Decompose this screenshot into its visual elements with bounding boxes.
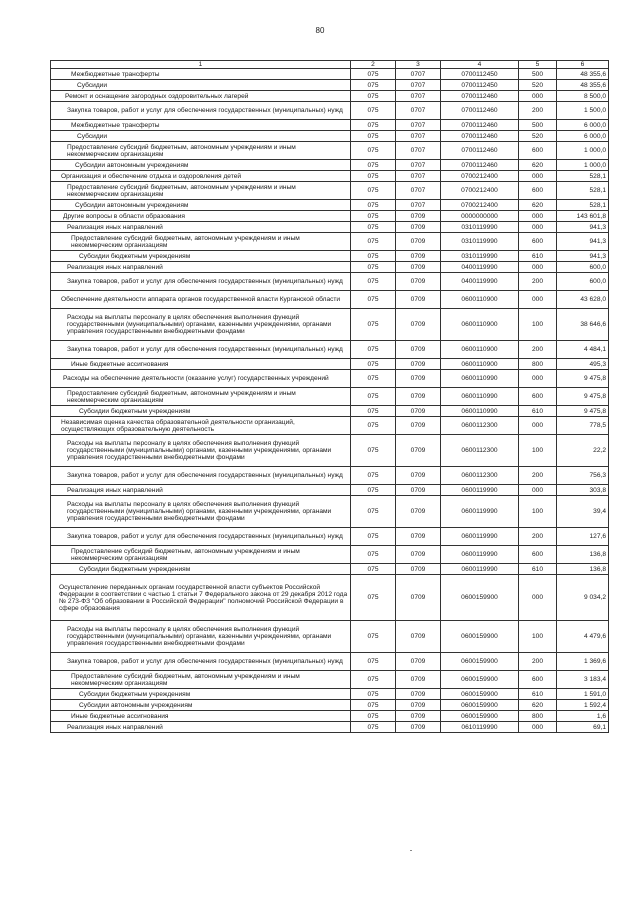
target-article-cell: 0600110900 <box>441 359 519 370</box>
target-article-cell: 0600110990 <box>441 370 519 388</box>
section-code-cell: 0707 <box>396 142 441 160</box>
admin-code-cell: 075 <box>351 142 396 160</box>
table-row <box>51 69 609 80</box>
target-article-cell: 0600119990 <box>441 485 519 496</box>
amount-cell: 9 475,8 <box>557 370 609 388</box>
amount-cell: 22,2 <box>557 435 609 467</box>
target-article-cell: 0600110990 <box>441 388 519 406</box>
amount-cell: 528,1 <box>557 171 609 182</box>
row-name-cell: Ремонт и оснащение загородных оздоровительных лагерей <box>51 91 351 102</box>
row-name-cell: Предоставление субсидий бюджетным, автономным учреждениям и иным некоммерческим организациям <box>51 182 351 200</box>
expense-type-cell: 800 <box>519 359 557 370</box>
table-row <box>51 485 609 496</box>
admin-code-cell: 075 <box>351 131 396 142</box>
target-article-cell: 0700112450 <box>441 80 519 91</box>
target-article-cell: 0600112300 <box>441 417 519 435</box>
expense-type-cell: 000 <box>519 291 557 309</box>
expense-type-cell: 520 <box>519 131 557 142</box>
table-row <box>51 291 609 309</box>
admin-code-cell: 075 <box>351 102 396 120</box>
section-code-cell: 0709 <box>396 653 441 671</box>
row-name-cell: Расходы на обеспечение деятельности (оказание услуг) государственных учреждений <box>51 370 351 388</box>
section-code-cell: 0709 <box>396 233 441 251</box>
admin-code-cell: 075 <box>351 251 396 262</box>
amount-cell: 4 484,1 <box>557 341 609 359</box>
expense-type-cell: 520 <box>519 80 557 91</box>
row-name-cell: Реализация иных направлений <box>51 222 351 233</box>
table-row <box>51 80 609 91</box>
row-name-cell: Расходы на выплаты персоналу в целях обеспечения выполнения функций государственными (муниципальными) органами, казенными учреждениями, органами управления государственными внебюджетными фондами <box>51 309 351 341</box>
expense-type-cell: 610 <box>519 564 557 575</box>
expense-type-cell: 000 <box>519 370 557 388</box>
row-name-cell: Предоставление субсидий бюджетным, автономным учреждениям и иным некоммерческим организациям <box>51 546 351 564</box>
section-code-cell: 0709 <box>396 262 441 273</box>
amount-cell: 6 000,0 <box>557 131 609 142</box>
page-number: 80 <box>315 26 325 35</box>
section-code-cell: 0709 <box>396 467 441 485</box>
amount-cell: 136,8 <box>557 546 609 564</box>
section-code-cell: 0709 <box>396 485 441 496</box>
section-code-cell: 0709 <box>396 722 441 733</box>
amount-cell: 941,3 <box>557 222 609 233</box>
admin-code-cell: 075 <box>351 80 396 91</box>
admin-code-cell: 075 <box>351 273 396 291</box>
row-name-cell: Реализация иных направлений <box>51 262 351 273</box>
table-row <box>51 171 609 182</box>
table-row <box>51 142 609 160</box>
amount-cell: 1 500,0 <box>557 102 609 120</box>
admin-code-cell: 075 <box>351 406 396 417</box>
table-row <box>51 309 609 341</box>
section-code-cell: 0709 <box>396 273 441 291</box>
amount-cell: 528,1 <box>557 200 609 211</box>
table-row <box>51 160 609 171</box>
expense-type-cell: 100 <box>519 496 557 528</box>
amount-cell: 127,6 <box>557 528 609 546</box>
row-name-cell: Субсидии <box>51 131 351 142</box>
amount-cell: 1 591,0 <box>557 689 609 700</box>
amount-cell: 48 355,6 <box>557 80 609 91</box>
amount-cell: 39,4 <box>557 496 609 528</box>
section-code-cell: 0709 <box>396 309 441 341</box>
section-code-cell: 0709 <box>396 251 441 262</box>
table-row <box>51 406 609 417</box>
expense-type-cell: 200 <box>519 273 557 291</box>
target-article-cell: 0700112460 <box>441 91 519 102</box>
amount-cell: 1 592,4 <box>557 700 609 711</box>
section-code-cell: 0707 <box>396 160 441 171</box>
target-article-cell: 0700212400 <box>441 200 519 211</box>
target-article-cell: 0700112460 <box>441 142 519 160</box>
table-row <box>51 131 609 142</box>
admin-code-cell: 075 <box>351 485 396 496</box>
amount-cell: 778,5 <box>557 417 609 435</box>
table-row <box>51 388 609 406</box>
header-cell: 6 <box>557 61 609 69</box>
admin-code-cell: 075 <box>351 528 396 546</box>
amount-cell: 69,1 <box>557 722 609 733</box>
row-name-cell: Субсидии бюджетным учреждениям <box>51 406 351 417</box>
admin-code-cell: 075 <box>351 722 396 733</box>
section-code-cell: 0707 <box>396 102 441 120</box>
expense-type-cell: 600 <box>519 671 557 689</box>
table-row <box>51 621 609 653</box>
expense-type-cell: 600 <box>519 388 557 406</box>
table-row <box>51 528 609 546</box>
admin-code-cell: 075 <box>351 417 396 435</box>
expense-type-cell: 620 <box>519 160 557 171</box>
admin-code-cell: 075 <box>351 689 396 700</box>
amount-cell: 756,3 <box>557 467 609 485</box>
target-article-cell: 0600110900 <box>441 341 519 359</box>
admin-code-cell: 075 <box>351 700 396 711</box>
row-name-cell: Осуществление переданных органам государственной власти субъектов Российской Федерации в соответствии с частью 1 статьи 7 Федерального закона от 29 декабря 2012 года № 273-ФЗ "Об образовании в Российской Федерации" полномочий Российской Федерации в сфере образования <box>51 575 351 621</box>
section-code-cell: 0709 <box>396 575 441 621</box>
header-cell: 5 <box>519 61 557 69</box>
admin-code-cell: 075 <box>351 120 396 131</box>
section-code-cell: 0709 <box>396 417 441 435</box>
amount-cell: 9 034,2 <box>557 575 609 621</box>
amount-cell: 600,0 <box>557 262 609 273</box>
admin-code-cell: 075 <box>351 91 396 102</box>
expense-type-cell: 000 <box>519 417 557 435</box>
amount-cell: 38 646,6 <box>557 309 609 341</box>
amount-cell: 143 601,8 <box>557 211 609 222</box>
table-row <box>51 564 609 575</box>
admin-code-cell: 075 <box>351 341 396 359</box>
row-name-cell: Расходы на выплаты персоналу в целях обеспечения выполнения функций государственными (муниципальными) органами, казенными учреждениями, органами управления государственными внебюджетными фондами <box>51 621 351 653</box>
admin-code-cell: 075 <box>351 309 396 341</box>
target-article-cell: 0600119990 <box>441 564 519 575</box>
amount-cell: 4 479,6 <box>557 621 609 653</box>
row-name-cell: Реализация иных направлений <box>51 722 351 733</box>
row-name-cell: Расходы на выплаты персоналу в целях обеспечения выполнения функций государственными (муниципальными) органами, казенными учреждениями, органами управления государственными внебюджетными фондами <box>51 435 351 467</box>
expense-type-cell: 200 <box>519 102 557 120</box>
target-article-cell: 0600110900 <box>441 309 519 341</box>
section-code-cell: 0709 <box>396 211 441 222</box>
section-code-cell: 0709 <box>396 222 441 233</box>
section-code-cell: 0709 <box>396 546 441 564</box>
header-cell: 4 <box>441 61 519 69</box>
target-article-cell: 0700112460 <box>441 120 519 131</box>
admin-code-cell: 075 <box>351 564 396 575</box>
row-name-cell: Предоставление субсидий бюджетным, автономным учреждениям и иным некоммерческим организациям <box>51 388 351 406</box>
expense-type-cell: 600 <box>519 233 557 251</box>
expense-type-cell: 800 <box>519 711 557 722</box>
table-row <box>51 359 609 370</box>
target-article-cell: 0700112460 <box>441 131 519 142</box>
target-article-cell: 0000000000 <box>441 211 519 222</box>
row-name-cell: Закупка товаров, работ и услуг для обеспечения государственных (муниципальных) нужд <box>51 653 351 671</box>
admin-code-cell: 075 <box>351 233 396 251</box>
expense-type-cell: 100 <box>519 309 557 341</box>
target-article-cell: 0600110900 <box>441 291 519 309</box>
admin-code-cell: 075 <box>351 467 396 485</box>
section-code-cell: 0709 <box>396 496 441 528</box>
row-name-cell: Предоставление субсидий бюджетным, автономным учреждениям и иным некоммерческим организациям <box>51 233 351 251</box>
target-article-cell: 0700112460 <box>441 160 519 171</box>
section-code-cell: 0709 <box>396 671 441 689</box>
row-name-cell: Субсидии бюджетным учреждениям <box>51 689 351 700</box>
admin-code-cell: 075 <box>351 575 396 621</box>
target-article-cell: 0700212400 <box>441 171 519 182</box>
section-code-cell: 0709 <box>396 700 441 711</box>
target-article-cell: 0400119990 <box>441 273 519 291</box>
section-code-cell: 0707 <box>396 69 441 80</box>
table-row <box>51 120 609 131</box>
amount-cell: 941,3 <box>557 251 609 262</box>
expense-type-cell: 200 <box>519 653 557 671</box>
table-row <box>51 91 609 102</box>
row-name-cell: Предоставление субсидий бюджетным, автономным учреждениям и иным некоммерческим организациям <box>51 671 351 689</box>
section-code-cell: 0707 <box>396 91 441 102</box>
expense-type-cell: 600 <box>519 142 557 160</box>
section-code-cell: 0709 <box>396 435 441 467</box>
amount-cell: 495,3 <box>557 359 609 370</box>
header-cell: 3 <box>396 61 441 69</box>
expense-type-cell: 100 <box>519 435 557 467</box>
amount-cell: 3 183,4 <box>557 671 609 689</box>
target-article-cell: 0600159900 <box>441 671 519 689</box>
expense-type-cell: 200 <box>519 341 557 359</box>
expense-type-cell: 000 <box>519 262 557 273</box>
expense-type-cell: 000 <box>519 575 557 621</box>
admin-code-cell: 075 <box>351 359 396 370</box>
table-row <box>51 700 609 711</box>
scan-speck <box>410 850 412 851</box>
header-cell: 2 <box>351 61 396 69</box>
row-name-cell: Предоставление субсидий бюджетным, автономным учреждениям и иным некоммерческим организациям <box>51 142 351 160</box>
expense-type-cell: 600 <box>519 546 557 564</box>
admin-code-cell: 075 <box>351 262 396 273</box>
amount-cell: 941,3 <box>557 233 609 251</box>
row-name-cell: Другие вопросы в области образования <box>51 211 351 222</box>
amount-cell: 9 475,8 <box>557 388 609 406</box>
row-name-cell: Субсидии автономным учреждениям <box>51 200 351 211</box>
table-row <box>51 711 609 722</box>
row-name-cell: Закупка товаров, работ и услуг для обеспечения государственных (муниципальных) нужд <box>51 341 351 359</box>
target-article-cell: 0700112460 <box>441 102 519 120</box>
amount-cell: 1,6 <box>557 711 609 722</box>
amount-cell: 136,8 <box>557 564 609 575</box>
expense-type-cell: 000 <box>519 171 557 182</box>
section-code-cell: 0709 <box>396 359 441 370</box>
budget-table <box>50 60 609 733</box>
expense-type-cell: 000 <box>519 722 557 733</box>
table-row <box>51 273 609 291</box>
admin-code-cell: 075 <box>351 671 396 689</box>
section-code-cell: 0709 <box>396 370 441 388</box>
expense-type-cell: 610 <box>519 689 557 700</box>
row-name-cell: Расходы на выплаты персоналу в целях обеспечения выполнения функций государственными (муниципальными) органами, казенными учреждениями, органами управления государственными внебюджетными фондами <box>51 496 351 528</box>
target-article-cell: 0700212400 <box>441 182 519 200</box>
section-code-cell: 0707 <box>396 182 441 200</box>
amount-cell: 9 475,8 <box>557 406 609 417</box>
row-name-cell: Иные бюджетные ассигнования <box>51 711 351 722</box>
expense-type-cell: 600 <box>519 182 557 200</box>
target-article-cell: 0600119990 <box>441 528 519 546</box>
table-row <box>51 653 609 671</box>
section-code-cell: 0709 <box>396 406 441 417</box>
row-name-cell: Субсидии бюджетным учреждениям <box>51 251 351 262</box>
target-article-cell: 0600112300 <box>441 467 519 485</box>
row-name-cell: Субсидии <box>51 80 351 91</box>
table-row <box>51 233 609 251</box>
expense-type-cell: 000 <box>519 485 557 496</box>
target-article-cell: 0610119990 <box>441 722 519 733</box>
expense-type-cell: 000 <box>519 91 557 102</box>
table-row <box>51 262 609 273</box>
admin-code-cell: 075 <box>351 291 396 309</box>
table-row <box>51 546 609 564</box>
target-article-cell: 0310119990 <box>441 222 519 233</box>
section-code-cell: 0707 <box>396 131 441 142</box>
admin-code-cell: 075 <box>351 211 396 222</box>
target-article-cell: 0600119990 <box>441 546 519 564</box>
target-article-cell: 0600159900 <box>441 621 519 653</box>
row-name-cell: Иные бюджетные ассигнования <box>51 359 351 370</box>
amount-cell: 528,1 <box>557 182 609 200</box>
amount-cell: 48 355,6 <box>557 69 609 80</box>
amount-cell: 43 628,0 <box>557 291 609 309</box>
target-article-cell: 0600159900 <box>441 700 519 711</box>
table-row <box>51 722 609 733</box>
row-name-cell: Субсидии автономным учреждениям <box>51 160 351 171</box>
target-article-cell: 0400119990 <box>441 262 519 273</box>
table-row <box>51 251 609 262</box>
table-row <box>51 182 609 200</box>
row-name-cell: Закупка товаров, работ и услуг для обеспечения государственных (муниципальных) нужд <box>51 467 351 485</box>
expense-type-cell: 610 <box>519 406 557 417</box>
target-article-cell: 0310119990 <box>441 251 519 262</box>
table-header-row <box>51 61 609 69</box>
amount-cell: 8 500,0 <box>557 91 609 102</box>
admin-code-cell: 075 <box>351 160 396 171</box>
amount-cell: 1 369,6 <box>557 653 609 671</box>
target-article-cell: 0600159900 <box>441 653 519 671</box>
target-article-cell: 0600159900 <box>441 575 519 621</box>
target-article-cell: 0310119990 <box>441 233 519 251</box>
expense-type-cell: 620 <box>519 200 557 211</box>
section-code-cell: 0709 <box>396 711 441 722</box>
table-row <box>51 496 609 528</box>
amount-cell: 303,8 <box>557 485 609 496</box>
target-article-cell: 0600159900 <box>441 711 519 722</box>
admin-code-cell: 075 <box>351 546 396 564</box>
expense-type-cell: 200 <box>519 528 557 546</box>
admin-code-cell: 075 <box>351 182 396 200</box>
row-name-cell: Организация и обеспечение отдыха и оздоровления детей <box>51 171 351 182</box>
admin-code-cell: 075 <box>351 653 396 671</box>
target-article-cell: 0600159900 <box>441 689 519 700</box>
table-row <box>51 102 609 120</box>
amount-cell: 1 000,0 <box>557 142 609 160</box>
row-name-cell: Независимая оценка качества образовательной деятельности организаций, осуществляющих образовательную деятельность <box>51 417 351 435</box>
section-code-cell: 0709 <box>396 341 441 359</box>
table-row <box>51 211 609 222</box>
table-row <box>51 435 609 467</box>
section-code-cell: 0709 <box>396 528 441 546</box>
row-name-cell: Реализация иных направлений <box>51 485 351 496</box>
table-row <box>51 467 609 485</box>
admin-code-cell: 075 <box>351 370 396 388</box>
admin-code-cell: 075 <box>351 711 396 722</box>
section-code-cell: 0709 <box>396 564 441 575</box>
amount-cell: 600,0 <box>557 273 609 291</box>
section-code-cell: 0709 <box>396 291 441 309</box>
row-name-cell: Закупка товаров, работ и услуг для обеспечения государственных (муниципальных) нужд <box>51 273 351 291</box>
admin-code-cell: 075 <box>351 496 396 528</box>
expense-type-cell: 620 <box>519 700 557 711</box>
row-name-cell: Субсидии бюджетным учреждениям <box>51 564 351 575</box>
target-article-cell: 0700112450 <box>441 69 519 80</box>
expense-type-cell: 100 <box>519 621 557 653</box>
admin-code-cell: 075 <box>351 69 396 80</box>
table-row <box>51 417 609 435</box>
row-name-cell: Субсидии автономным учреждениям <box>51 700 351 711</box>
admin-code-cell: 075 <box>351 171 396 182</box>
expense-type-cell: 500 <box>519 120 557 131</box>
admin-code-cell: 075 <box>351 222 396 233</box>
row-name-cell: Межбюджетные трансферты <box>51 120 351 131</box>
table-row <box>51 200 609 211</box>
row-name-cell: Обеспечение деятельности аппарата органов государственной власти Курганской области <box>51 291 351 309</box>
table-row <box>51 222 609 233</box>
expense-type-cell: 000 <box>519 211 557 222</box>
admin-code-cell: 075 <box>351 621 396 653</box>
expense-type-cell: 610 <box>519 251 557 262</box>
row-name-cell: Закупка товаров, работ и услуг для обеспечения государственных (муниципальных) нужд <box>51 528 351 546</box>
header-cell: 1 <box>51 61 351 69</box>
section-code-cell: 0709 <box>396 689 441 700</box>
section-code-cell: 0709 <box>396 621 441 653</box>
section-code-cell: 0707 <box>396 80 441 91</box>
admin-code-cell: 075 <box>351 388 396 406</box>
admin-code-cell: 075 <box>351 200 396 211</box>
table-row <box>51 689 609 700</box>
expense-type-cell: 500 <box>519 69 557 80</box>
section-code-cell: 0707 <box>396 120 441 131</box>
admin-code-cell: 075 <box>351 435 396 467</box>
expense-type-cell: 200 <box>519 467 557 485</box>
target-article-cell: 0600112300 <box>441 435 519 467</box>
table-row <box>51 575 609 621</box>
table-row <box>51 370 609 388</box>
expense-type-cell: 000 <box>519 222 557 233</box>
row-name-cell: Межбюджетные трансферты <box>51 69 351 80</box>
target-article-cell: 0600110990 <box>441 406 519 417</box>
table-row <box>51 671 609 689</box>
amount-cell: 6 000,0 <box>557 120 609 131</box>
table-row <box>51 341 609 359</box>
section-code-cell: 0709 <box>396 388 441 406</box>
section-code-cell: 0707 <box>396 171 441 182</box>
row-name-cell: Закупка товаров, работ и услуг для обеспечения государственных (муниципальных) нужд <box>51 102 351 120</box>
target-article-cell: 0600119990 <box>441 496 519 528</box>
section-code-cell: 0707 <box>396 200 441 211</box>
amount-cell: 1 000,0 <box>557 160 609 171</box>
